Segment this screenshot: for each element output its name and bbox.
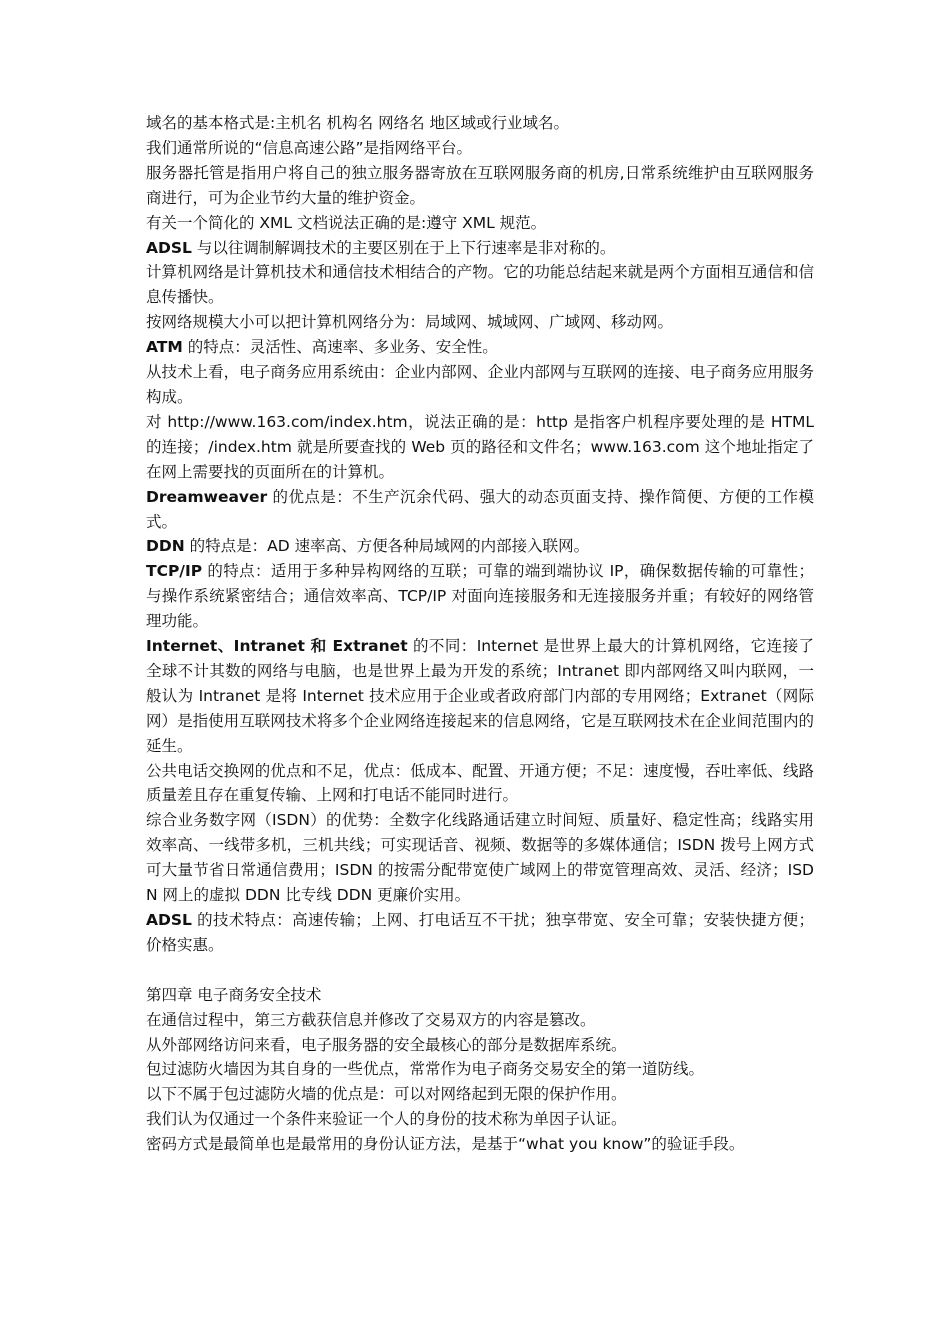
paragraph-text: 密码方式是最简单也是最常用的身份认证方法，是基于“what you know”的验证手段。 <box>146 1135 745 1154</box>
term: ATM <box>146 338 183 357</box>
paragraph-database-core <box>146 1033 814 1058</box>
paragraph-text: 按网络规模大小可以把计算机网络分为：局域网、城域网、广域网、移动网。 <box>146 313 674 332</box>
paragraph-text: 与以往调制解调技术的主要区别在于上下行速率是非对称的。 <box>191 238 616 257</box>
section-network-basics <box>146 111 814 958</box>
paragraph-text: 从技术上看，电子商务应用系统由：企业内部网、企业内部网与互联网的连接、电子商务应用服务构成。 <box>146 363 814 406</box>
paragraph-text: 计算机网络是计算机技术和通信技术相结合的产物。它的功能总结起来就是两个方面相互通信和信息传播快。 <box>146 263 814 307</box>
paragraph-pstn <box>146 759 814 809</box>
paragraph-adsl-features <box>146 908 814 958</box>
paragraph-info-highway <box>146 136 814 161</box>
paragraph-text: 有关一个简化的 XML 文档说法正确的是:遵守 XML 规范。 <box>146 213 547 232</box>
paragraph-adsl-difference <box>146 236 814 261</box>
paragraph-text: 的优点是：不生产沉余代码、强大的动态页面支持、操作简便、方便的工作模式。 <box>146 487 814 531</box>
paragraph-text: 我们认为仅通过一个条件来验证一个人的身份的技术称为单因子认证。 <box>146 1110 627 1129</box>
term: Dreamweaver <box>146 487 268 506</box>
document-page <box>146 111 814 1157</box>
paragraph-packet-filter <box>146 1057 814 1082</box>
paragraph-text: 公共电话交换网的优点和不足，优点：低成本、配置、开通方便；不足：速度慢，吞吐率低、线路质量差且存在重复传输、上网和打电话不能同时进行。 <box>146 761 814 805</box>
term: TCP/IP <box>146 562 203 581</box>
paragraph-text: 的特点：适用于多种异构网络的互联；可靠的端到端协议 IP，确保数据传输的可靠性；与操作系统紧密结合；通信效率高、TCP/IP 对面向连接服务和无连接服务并重；有较好的网络管理功能。 <box>146 562 814 631</box>
paragraph-text: 的特点：灵活性、高速率、多业务、安全性。 <box>182 338 498 357</box>
term: Internet、Intranet 和 Extranet <box>146 637 408 656</box>
paragraph-computer-network <box>146 260 814 310</box>
paragraph-text: 在通信过程中，第三方截获信息并修改了交易双方的内容是篡改。 <box>146 1010 596 1029</box>
paragraph-single-factor <box>146 1107 814 1132</box>
paragraph-packet-filter-advantage <box>146 1082 814 1107</box>
paragraph-text: 我们通常所说的“信息高速公路”是指网络平台。 <box>146 138 473 157</box>
paragraph-atm <box>146 335 814 360</box>
paragraph-text: 以下不属于包过滤防火墙的优点是：可以对网络起到无限的保护作用。 <box>146 1085 627 1104</box>
paragraph-ddn <box>146 534 814 559</box>
paragraph-text: 的特点是：AD 速率高、方便各种局域网的内部接入联网。 <box>184 537 590 556</box>
blank-line <box>146 958 814 983</box>
paragraph-isdn <box>146 808 814 908</box>
section-security <box>146 983 814 1157</box>
term: ADSL <box>146 238 192 257</box>
paragraph-tampering <box>146 1008 814 1033</box>
term: DDN <box>146 537 185 556</box>
paragraph-text: 从外部网络访问来看，电子服务器的安全最核心的部分是数据库系统。 <box>146 1035 627 1054</box>
paragraph-text: 服务器托管是指用户将自己的独立服务器寄放在互联网服务商的机房,日常系统维护由互联网服务商进行，可为企业节约大量的维护资金。 <box>146 163 814 207</box>
paragraph-ecommerce-system <box>146 360 814 410</box>
paragraph-text: 的技术特点：高速传输；上网、打电话互不干扰；独享带宽、安全可靠；安装快捷方便；价格实惠。 <box>146 911 814 954</box>
paragraph-text: 对 http://www.163.com/index.htm，说法正确的是：http 是指客户机程序要处理的是 HTML 的连接；/index.htm 就是所要查找的 Web 页的路径和文件名；www.163.com 这个地址指定了在网上需要找的页面所在的计算机。 <box>146 412 814 481</box>
paragraph-text: 的不同：Internet 是世界上最大的计算机网络，它连接了全球不计其数的网络与电脑，也是世界上最为开发的系统；Intranet 即内部网络又叫内联网，一般认为 Intranet 是将 Internet 技术应用于企业或者政府部门内部的专用网络；Extranet（网际网）是指使用互联网技术将多个企业网络连接起来的信息网络，它是互联网技术在企业间范围内的延生。 <box>146 637 814 755</box>
paragraph-server-hosting <box>146 161 814 211</box>
paragraph-password-auth <box>146 1132 814 1157</box>
term: ADSL <box>146 911 192 929</box>
paragraph-url <box>146 410 814 485</box>
paragraph-text: 域名的基本格式是:主机名 机构名 网络名 地区域或行业域名。 <box>146 114 570 132</box>
paragraph-domain-format <box>146 111 814 136</box>
paragraph-text: 包过滤防火墙因为其自身的一些优点，常常作为电子商务交易安全的第一道防线。 <box>146 1060 705 1079</box>
paragraph-internet-intranet-extranet <box>146 634 814 759</box>
paragraph-dreamweaver <box>146 485 814 535</box>
paragraph-text: 综合业务数字网（ISDN）的优势：全数字化线路通话建立时间短、质量好、稳定性高；线路实用效率高、一线带多机，三机共线；可实现话音、视频、数据等的多媒体通信；ISDN 拨号上网方式可大量节省日常通信费用；ISDN 的按需分配带宽使广域网上的带宽管理高效、灵活、经济；ISDN 网上的虚拟 DDN 比专线 DDN 更廉价实用。 <box>146 811 814 905</box>
paragraph-xml <box>146 211 814 236</box>
paragraph-tcpip <box>146 559 814 634</box>
chapter-heading: 第四章 电子商务安全技术 <box>146 985 322 1004</box>
paragraph-network-scale <box>146 310 814 335</box>
